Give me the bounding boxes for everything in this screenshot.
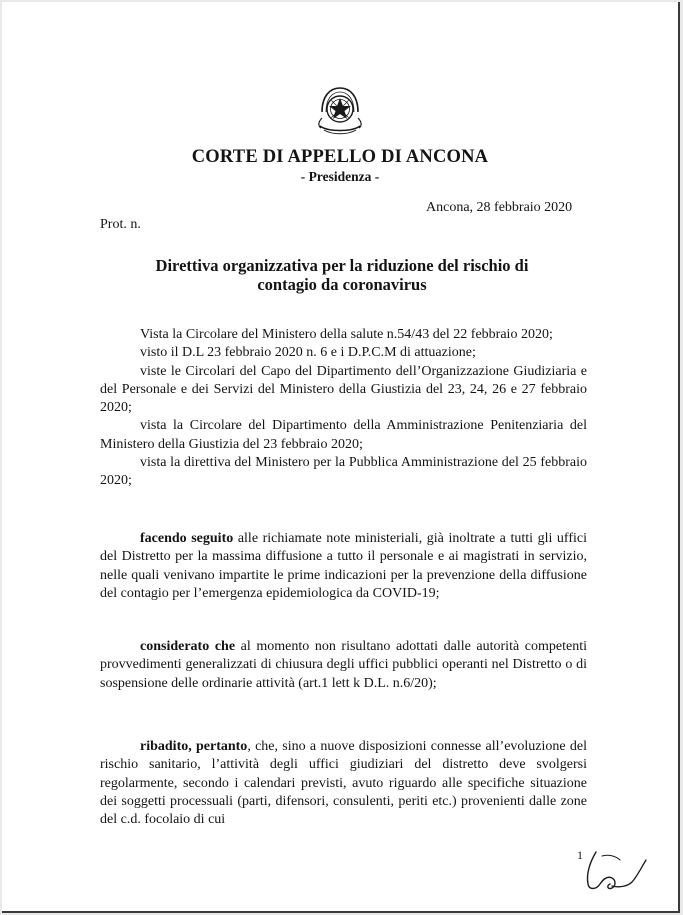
court-name: CORTE DI APPELLO DI ANCONA	[191, 147, 489, 167]
paragraph-facendo-seguito	[100, 530, 587, 603]
premise-decree-law: visto il D.L 23 febbraio 2020 n. 6 e i D.P.C.M di attuazione;	[140, 345, 476, 361]
body-text: alle richiamate note ministeriali, già inoltrate a tutti gli uffici del Distretto per la massima diffusione a tutto il personale e ai magistrati in servizio, nelle quali venivano impartite le prime indicazioni per la prevenzione della diffusione del contagio per l’emergenza epidemiologica da COVID-19;	[100, 531, 587, 601]
premise-public-admin-directive: vista la direttiva del Ministero per la Pubblica Amministrazione del 25 febbraio 2020;	[100, 455, 587, 489]
body-text: al momento non risultano adottati dalle autorità competenti provvedimenti generalizzati di chiusura degli uffici pubblici operanti nel Distretto o di sospensione delle ordinarie attività (art.1 lett k D.L. n.6/20);	[100, 639, 587, 691]
page-number: 1	[577, 848, 583, 862]
document-title	[102, 256, 582, 294]
lead-text: considerato che	[140, 639, 236, 654]
lead-text: facendo seguito	[140, 531, 234, 546]
premise-dap-circular: vista la Circolare del Dipartimento della Amministrazione Penitenziaria del Ministero della Giustizia del 23 febbraio 2020;	[100, 418, 587, 452]
title-line-1: Direttiva organizzativa per la riduzione del rischio di	[155, 256, 529, 275]
paragraph-ribadito	[100, 738, 587, 829]
protocol-number: Prot. n.	[100, 217, 141, 232]
place-date: Ancona, 28 febbraio 2020	[426, 200, 573, 215]
title-line-2: contagio da coronavirus	[257, 275, 427, 294]
office-subtitle: - Presidenza -	[300, 169, 380, 184]
paragraph-considerato	[100, 638, 587, 693]
italian-republic-emblem-icon	[314, 82, 366, 138]
lead-text: ribadito, pertanto	[140, 739, 248, 754]
premises-block	[100, 326, 587, 491]
premise-dog-circulars: viste le Circolari del Capo del Dipartimento dell’Organizzazione Giudiziaria e del Personale e dei Servizi del Ministero della Giustizia del 23, 24, 26 e 27 febbraio 2020;	[100, 363, 587, 416]
handwritten-signature-icon	[582, 848, 658, 894]
body-text: , che, sino a nuove disposizioni connesse all’evoluzione del rischio sanitario, l’attività degli uffici giudiziari del distretto deve svolgersi regolarmente, secondo i calendari previsti, avuto riguardo alle specifiche situazione dei soggetti processuali (parti, difensori, consulenti, periti etc.) provenienti dalle zone del c.d. focolaio di cui	[100, 739, 587, 828]
premise-circular-health: Vista la Circolare del Ministero della salute n.54/43 del 22 febbraio 2020;	[140, 327, 553, 342]
document-page	[2, 2, 680, 913]
